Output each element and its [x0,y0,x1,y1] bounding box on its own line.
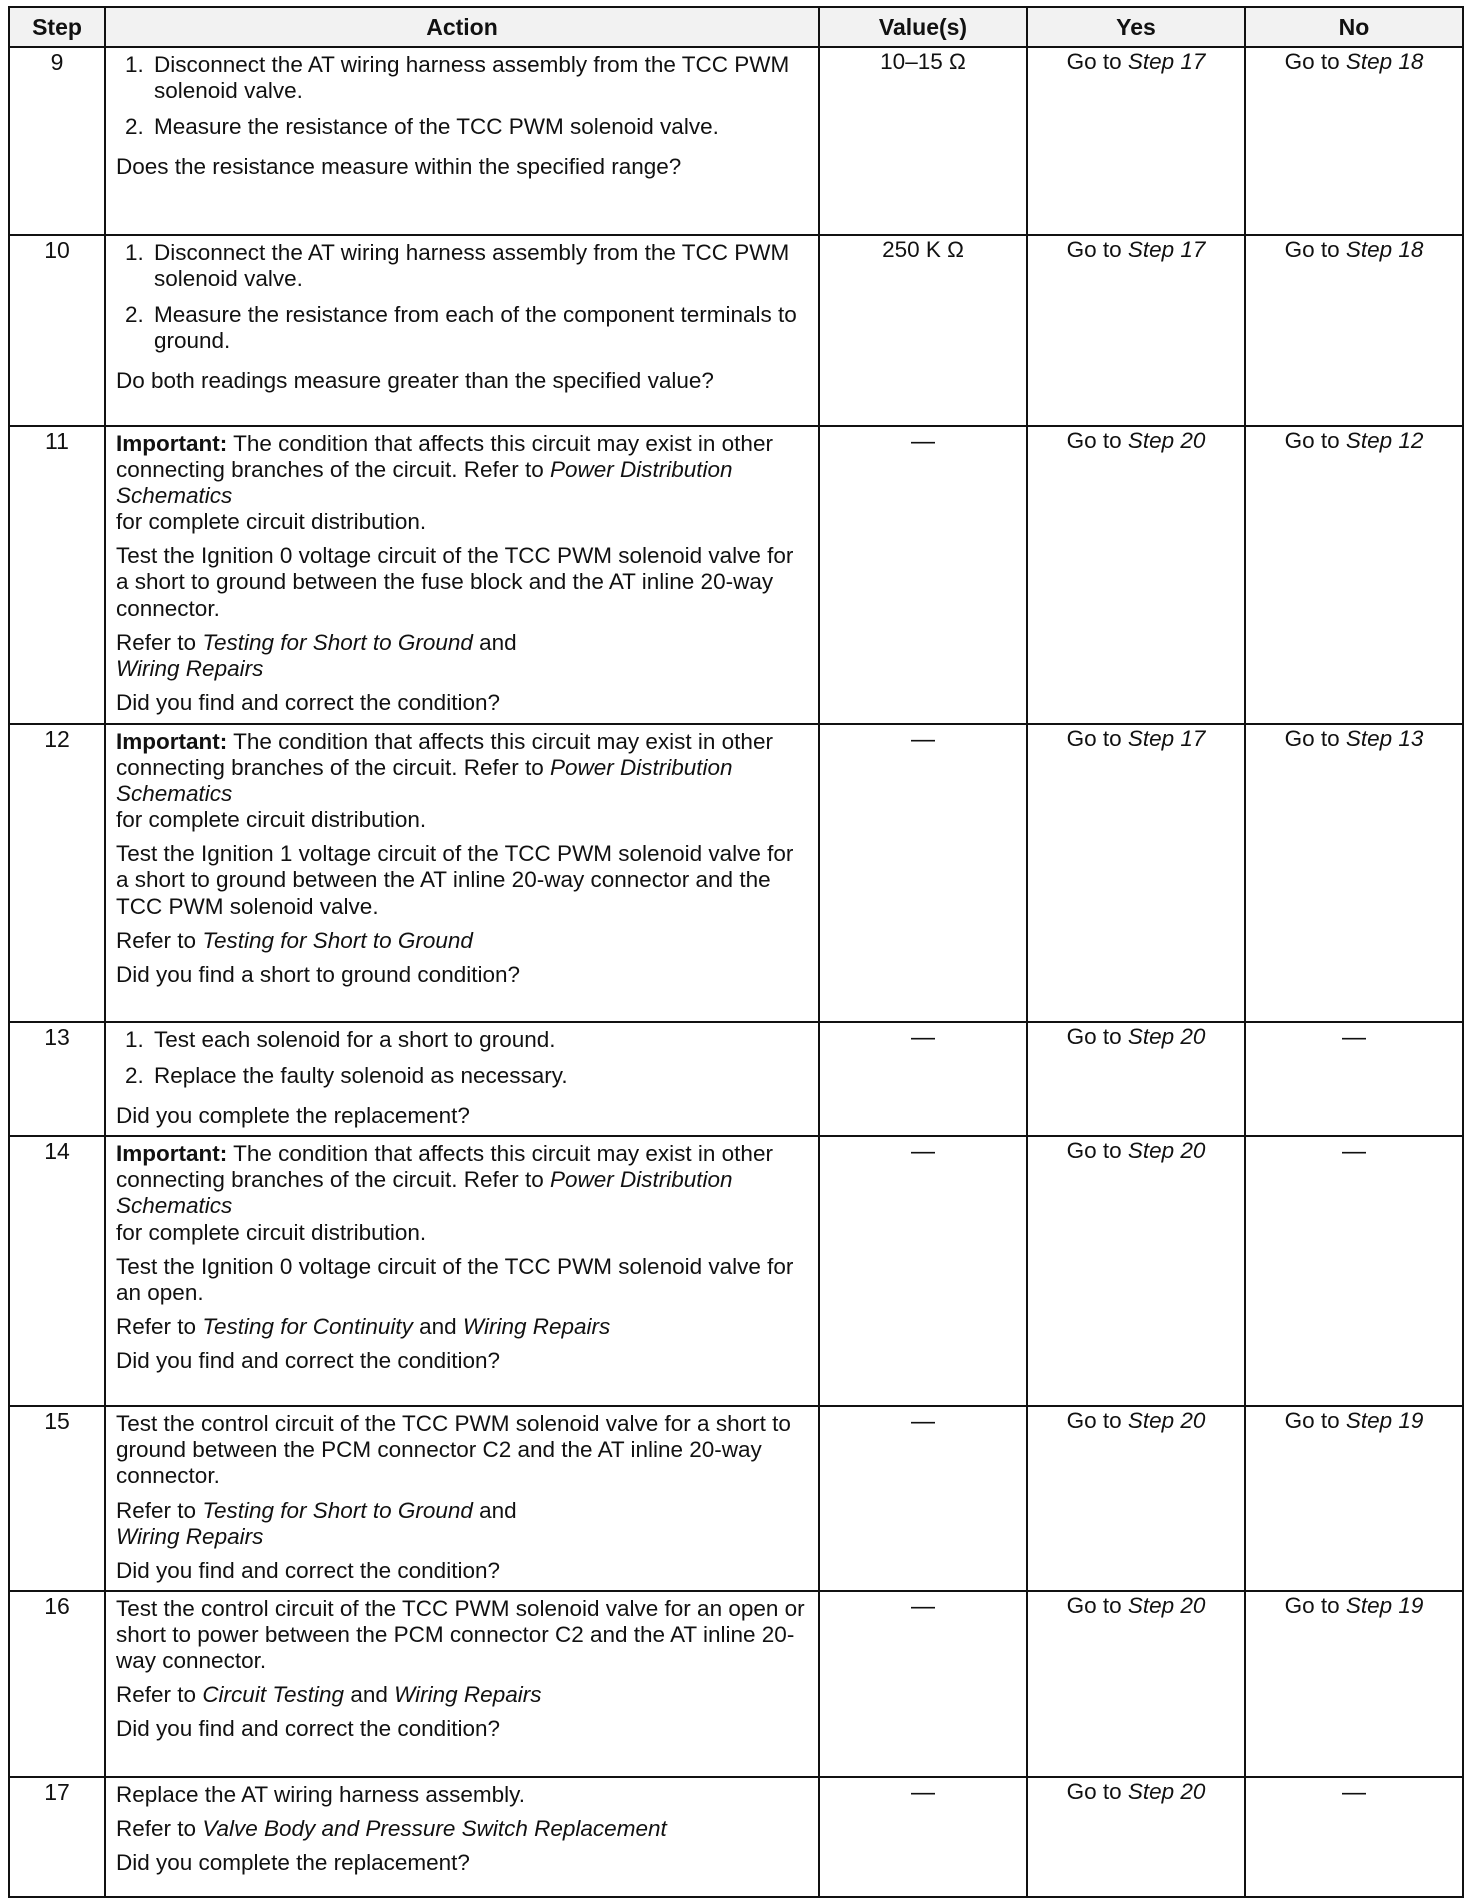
step-number: 14 [9,1136,105,1406]
value-cell: — [819,1406,1027,1591]
goto-prefix: Go to [1284,237,1340,262]
goto-step-link[interactable]: Step 20 [1127,1592,1206,1618]
refer-line [116,1816,810,1842]
table-row [9,1136,1463,1406]
goto-prefix: Go to [1284,726,1340,751]
table-row [9,426,1463,724]
refer-prefix: Refer to [116,629,197,655]
action-question: Did you complete the replacement? [116,1103,470,1129]
yes-cell [1027,426,1245,724]
header-row [9,7,1463,47]
value-cell: — [819,1136,1027,1406]
yes-cell [1027,1591,1245,1777]
goto-step-link[interactable]: Step 20 [1127,1408,1206,1434]
goto-step-link[interactable]: Step 19 [1345,1592,1424,1618]
important-tail: for complete circuit distribution. [116,509,427,535]
important-note [116,431,810,535]
action-question: Do both readings measure greater than the specified value? [116,368,714,394]
test-instruction: Replace the AT wiring harness assembly. [116,1781,525,1807]
table-row [9,1022,1463,1136]
goto-prefix: Go to [1066,1024,1122,1049]
test-instruction: Test the control circuit of the TCC PWM solenoid valve for a short to ground between the PCM connector C2 and the AT inline 20-way connector. [116,1411,791,1489]
header-no: No [1245,7,1463,47]
step-number: 10 [9,235,105,426]
goto-prefix: Go to [1066,428,1122,453]
action-item: 1. Disconnect the AT wiring harness assembly from the TCC PWM solenoid valve. [150,240,810,292]
action-item: 1. Disconnect the AT wiring harness assembly from the TCC PWM solenoid valve. [150,52,810,104]
no-cell: — [1245,1777,1463,1897]
action-question: Did you find and correct the condition? [116,689,500,715]
value-cell: — [819,1777,1027,1897]
reference-link[interactable]: Testing for Short to Ground [202,927,473,953]
header-step: Step [9,7,105,47]
action-item: 2. Measure the resistance of the TCC PWM solenoid valve. [150,114,810,140]
action-cell [105,1406,819,1591]
important-text: The condition that affects this circuit may exist in other connecting branches of the circuit. Refer to [116,729,773,781]
no-cell [1245,426,1463,724]
test-instruction: Test the control circuit of the TCC PWM solenoid valve for an open or short to power between the PCM connector C2 and the AT inline 20-way connector. [116,1595,805,1674]
goto-step-link[interactable]: Step 17 [1127,726,1206,751]
action-question: Did you find and correct the condition? [116,1347,500,1373]
yes-cell [1027,724,1245,1022]
action-list [116,52,810,150]
no-cell [1245,724,1463,1022]
reference-link[interactable]: Testing for Short to Ground [202,1497,473,1523]
refer-line [116,928,810,954]
important-note [116,1141,810,1245]
goto-prefix: Go to [1066,1408,1122,1434]
action-question: Did you complete the replacement? [116,1850,470,1876]
important-label: Important: [116,431,228,456]
goto-step-link[interactable]: Step 18 [1345,237,1424,262]
value-cell: — [819,724,1027,1022]
goto-step-link[interactable]: Step 20 [1127,428,1206,453]
power-distribution-link[interactable]: Power Distribution Schematics [116,755,733,807]
reference-link[interactable]: Wiring Repairs [116,1523,264,1549]
refer-prefix: Refer to [116,1682,197,1708]
action-cell [105,724,819,1022]
action-cell [105,1022,819,1136]
no-cell: — [1245,1022,1463,1136]
reference-link[interactable]: Valve Body and Pressure Switch Replacement [202,1815,667,1841]
value-cell: 10–15 Ω [819,47,1027,235]
reference-link[interactable]: Testing for Short to Ground [202,629,473,655]
action-cell [105,1777,819,1897]
refer-line [116,1314,810,1340]
important-text: The condition that affects this circuit may exist in other connecting branches of the circuit. Refer to [116,1141,773,1193]
goto-step-link[interactable]: Step 18 [1345,49,1424,74]
goto-prefix: Go to [1066,237,1122,262]
table-row [9,1406,1463,1591]
refer-and: and [479,1497,517,1523]
header-values: Value(s) [819,7,1027,47]
goto-prefix: Go to [1284,1408,1340,1434]
no-cell: — [1245,1136,1463,1406]
step-number: 12 [9,724,105,1022]
action-cell [105,1136,819,1406]
yes-cell [1027,1777,1245,1897]
reference-link[interactable]: Wiring Repairs [462,1313,611,1339]
action-question: Did you find a short to ground condition? [116,961,521,987]
goto-step-link[interactable]: Step 13 [1345,726,1424,751]
goto-prefix: Go to [1066,49,1122,74]
action-list [116,1027,810,1099]
refer-prefix: Refer to [116,1497,197,1523]
step-number: 9 [9,47,105,235]
refer-and: and [419,1313,457,1339]
value-cell: — [819,1591,1027,1777]
power-distribution-link[interactable]: Power Distribution Schematics [116,1167,733,1219]
refer-prefix: Refer to [116,1313,197,1339]
action-list [116,240,810,364]
action-item: 1. Test each solenoid for a short to ground. [150,1027,810,1053]
action-cell [105,235,819,426]
important-text: The condition that affects this circuit may exist in other connecting branches of the circuit. Refer to [116,431,773,483]
action-cell [105,426,819,724]
table-row [9,724,1463,1022]
goto-step-link[interactable]: Step 20 [1127,1138,1206,1164]
important-label: Important: [116,1141,228,1167]
value-cell: 250 K Ω [819,235,1027,426]
goto-prefix: Go to [1066,1778,1122,1804]
reference-link[interactable]: Wiring Repairs [116,655,264,681]
reference-link[interactable]: Testing for Continuity [202,1313,413,1339]
goto-step-link[interactable]: Step 17 [1127,237,1206,262]
table-row [9,47,1463,235]
action-cell [105,1591,819,1777]
header-action: Action [105,7,819,47]
goto-step-link[interactable]: Step 12 [1345,428,1424,453]
goto-prefix: Go to [1066,726,1122,751]
yes-cell [1027,1136,1245,1406]
header-yes: Yes [1027,7,1245,47]
goto-prefix: Go to [1284,1592,1340,1618]
action-question: Did you find and correct the condition? [116,1557,500,1583]
refer-line [116,1498,810,1550]
yes-cell [1027,1022,1245,1136]
refer-prefix: Refer to [116,1815,197,1841]
refer-line [116,1682,810,1708]
refer-and: and [350,1682,388,1708]
important-tail: for complete circuit distribution. [116,1219,427,1245]
reference-link[interactable]: Circuit Testing [202,1682,345,1708]
no-cell [1245,1591,1463,1777]
step-number: 15 [9,1406,105,1591]
action-item: 2. Replace the faulty solenoid as necessary. [150,1063,810,1089]
goto-prefix: Go to [1066,1592,1122,1618]
refer-prefix: Refer to [116,927,197,953]
step-number: 11 [9,426,105,724]
goto-step-link[interactable]: Step 17 [1127,49,1206,74]
important-note [116,729,810,833]
step-number: 17 [9,1777,105,1897]
action-cell [105,47,819,235]
table-row [9,1777,1463,1897]
important-tail: for complete circuit distribution. [116,807,427,833]
action-question: Does the resistance measure within the specified range? [116,154,682,180]
power-distribution-link[interactable]: Power Distribution Schematics [116,457,733,509]
step-number: 16 [9,1591,105,1777]
diagnostic-table [8,6,1464,1898]
goto-step-link[interactable]: Step 20 [1127,1778,1206,1804]
refer-and: and [479,629,517,655]
yes-cell [1027,235,1245,426]
goto-prefix: Go to [1066,1138,1122,1164]
action-question: Did you find and correct the condition? [116,1716,500,1742]
value-cell: — [819,426,1027,724]
test-instruction: Test the Ignition 0 voltage circuit of the TCC PWM solenoid valve for an open. [116,1253,794,1305]
goto-step-link[interactable]: Step 19 [1345,1408,1424,1434]
table-row [9,235,1463,426]
action-item: 2. Measure the resistance from each of the component terminals to ground. [150,302,810,354]
no-cell [1245,1406,1463,1591]
important-label: Important: [116,729,228,754]
value-cell: — [819,1022,1027,1136]
no-cell [1245,235,1463,426]
no-cell [1245,47,1463,235]
table-row [9,1591,1463,1777]
test-instruction: Test the Ignition 1 voltage circuit of the TCC PWM solenoid valve for a short to ground between the AT inline 20-way connector and the TCC PWM solenoid valve. [116,841,794,919]
refer-line [116,630,810,682]
test-instruction: Test the Ignition 0 voltage circuit of the TCC PWM solenoid valve for a short to ground between the fuse block and the AT inline 20-way connector. [116,543,794,621]
step-number: 13 [9,1022,105,1136]
reference-link[interactable]: Wiring Repairs [394,1682,542,1708]
goto-prefix: Go to [1284,49,1340,74]
yes-cell [1027,1406,1245,1591]
goto-prefix: Go to [1284,428,1340,453]
yes-cell [1027,47,1245,235]
goto-step-link[interactable]: Step 20 [1127,1024,1206,1049]
